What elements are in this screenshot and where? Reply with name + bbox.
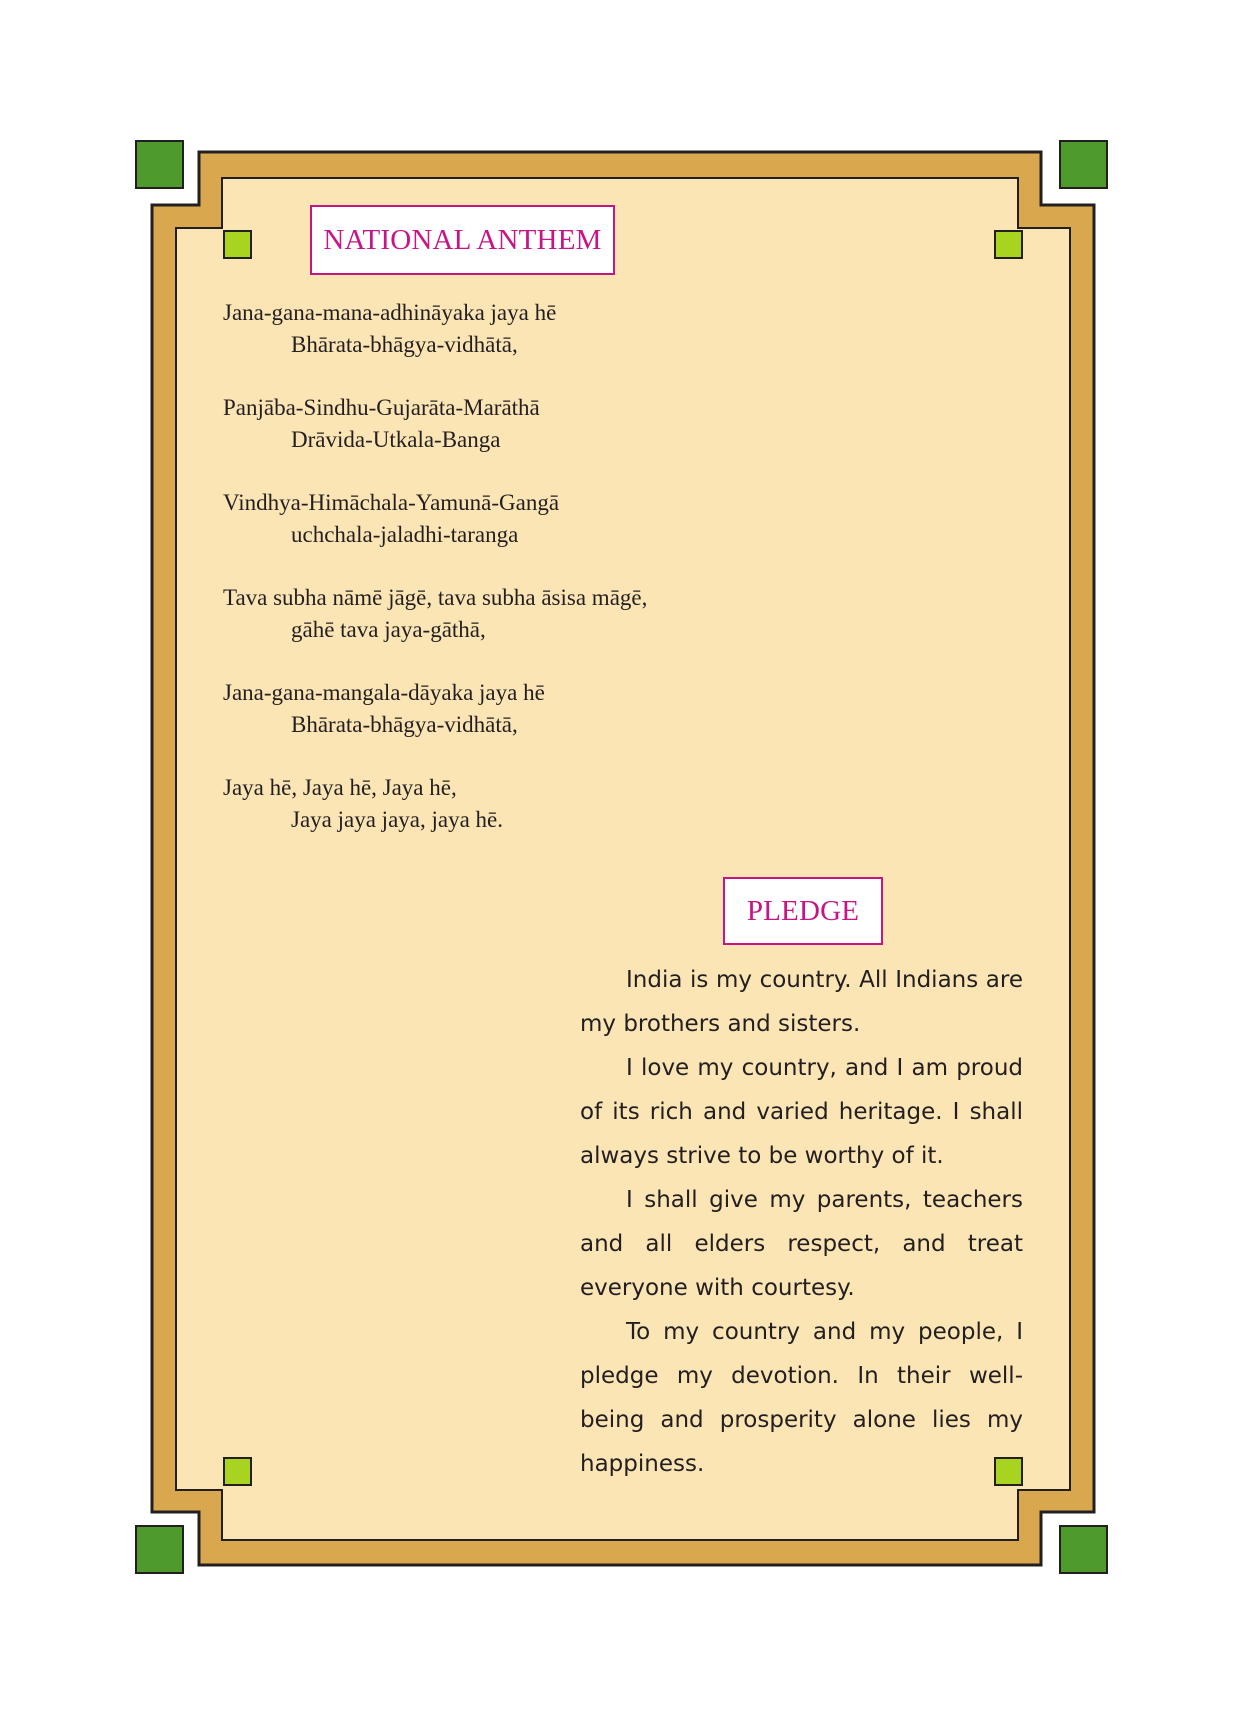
corner-square-top-right xyxy=(1060,141,1107,188)
corner-square-bottom-right xyxy=(1060,1526,1107,1573)
inner-square-top-right xyxy=(995,231,1022,258)
anthem-stanza xyxy=(223,677,783,741)
pledge-text xyxy=(580,958,1023,1486)
anthem-line-indented: uchchala-jaladhi-taranga xyxy=(291,522,519,547)
anthem-line-indented: gāhē tava jaya-gāthā, xyxy=(291,617,486,642)
inner-square-bottom-left xyxy=(224,1458,251,1485)
anthem-line: Jana-gana-mana-adhināyaka jaya hē xyxy=(223,300,557,325)
corner-square-bottom-left xyxy=(136,1526,183,1573)
anthem-line-indented: Jaya jaya jaya, jaya hē. xyxy=(291,807,503,832)
pledge-paragraph: To my country and my people, I pledge my devotion. In their well-being and prosperity alone lies my happiness. xyxy=(580,1319,1023,1477)
pledge-paragraph: I love my country, and I am proud of its rich and varied heritage. I shall always strive to be worthy of it. xyxy=(580,1055,1023,1169)
anthem-line: Jaya hē, Jaya hē, Jaya hē, xyxy=(223,775,457,800)
anthem-line-indented: Bhārata-bhāgya-vidhātā, xyxy=(291,332,518,357)
anthem-line-indented: Drāvida-Utkala-Banga xyxy=(291,427,501,452)
national-anthem-heading: NATIONAL ANTHEM xyxy=(310,205,615,275)
anthem-line: Jana-gana-mangala-dāyaka jaya hē xyxy=(223,680,545,705)
anthem-line: Vindhya-Himāchala-Yamunā-Gangā xyxy=(223,490,560,515)
anthem-stanza xyxy=(223,392,783,456)
pledge-paragraph: I shall give my parents, teachers and all elders respect, and treat everyone with courtesy. xyxy=(580,1187,1023,1301)
anthem-stanza xyxy=(223,297,783,361)
national-anthem-text xyxy=(223,297,783,867)
anthem-stanza xyxy=(223,582,783,646)
anthem-stanza xyxy=(223,772,783,836)
anthem-line: Tava subha nāmē jāgē, tava subha āsisa māgē, xyxy=(223,585,648,610)
inner-square-top-left xyxy=(224,231,251,258)
pledge-heading: PLEDGE xyxy=(723,877,883,945)
anthem-line: Panjāba-Sindhu-Gujarāta-Marāthā xyxy=(223,395,540,420)
anthem-stanza xyxy=(223,487,783,551)
corner-square-top-left xyxy=(136,141,183,188)
pledge-paragraph: India is my country. All Indians are my brothers and sisters. xyxy=(580,967,1023,1037)
anthem-line-indented: Bhārata-bhāgya-vidhātā, xyxy=(291,712,518,737)
